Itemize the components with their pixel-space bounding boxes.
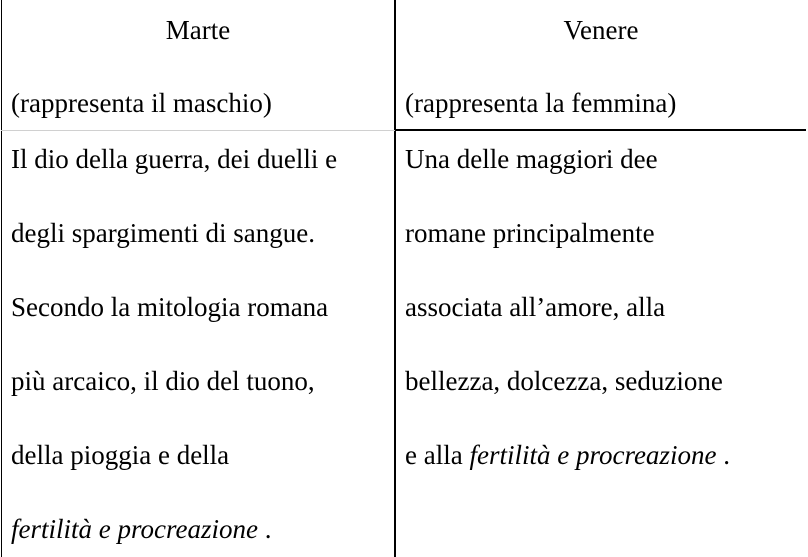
mars-line-end: . [257, 514, 272, 544]
left-border [1, 0, 2, 557]
venus-description-line-2: romane principalmente [405, 218, 655, 248]
venus-description-line-5 [405, 440, 730, 470]
mars-description-line-5: della pioggia e della [11, 440, 230, 470]
header-left-subtitle: (rappresenta il maschio) [11, 88, 272, 118]
mars-description-line-4: più arcaico, il dio del tuono, [11, 366, 315, 396]
header-right-subtitle: (rappresenta la femmina) [405, 88, 677, 118]
header-left-title: Marte [165, 15, 231, 45]
venus-fertility-italic: fertilità e procreazione [469, 440, 717, 470]
header-divider-left [1, 130, 395, 131]
venus-line-prefix: e alla [405, 440, 470, 470]
venus-description-line-3: associata all’amore, alla [405, 292, 666, 322]
column-divider [394, 0, 396, 557]
mars-description-line-3: Secondo la mitologia romana [11, 292, 329, 322]
venus-description-line-1: Una delle maggiori dee [405, 144, 658, 174]
venus-description-line-4: bellezza, dolcezza, seduzione [405, 366, 723, 396]
mars-fertility-italic: fertilità e procreazione [11, 514, 258, 544]
mars-description-line-6 [11, 514, 271, 544]
mars-description-line-2: degli spargimenti di sangue. [11, 218, 315, 248]
mars-description-line-1: Il dio della guerra, dei duelli e [11, 144, 338, 174]
venus-line-end: . [716, 440, 730, 470]
header-divider-right [396, 129, 806, 131]
header-right-title: Venere [563, 15, 639, 45]
